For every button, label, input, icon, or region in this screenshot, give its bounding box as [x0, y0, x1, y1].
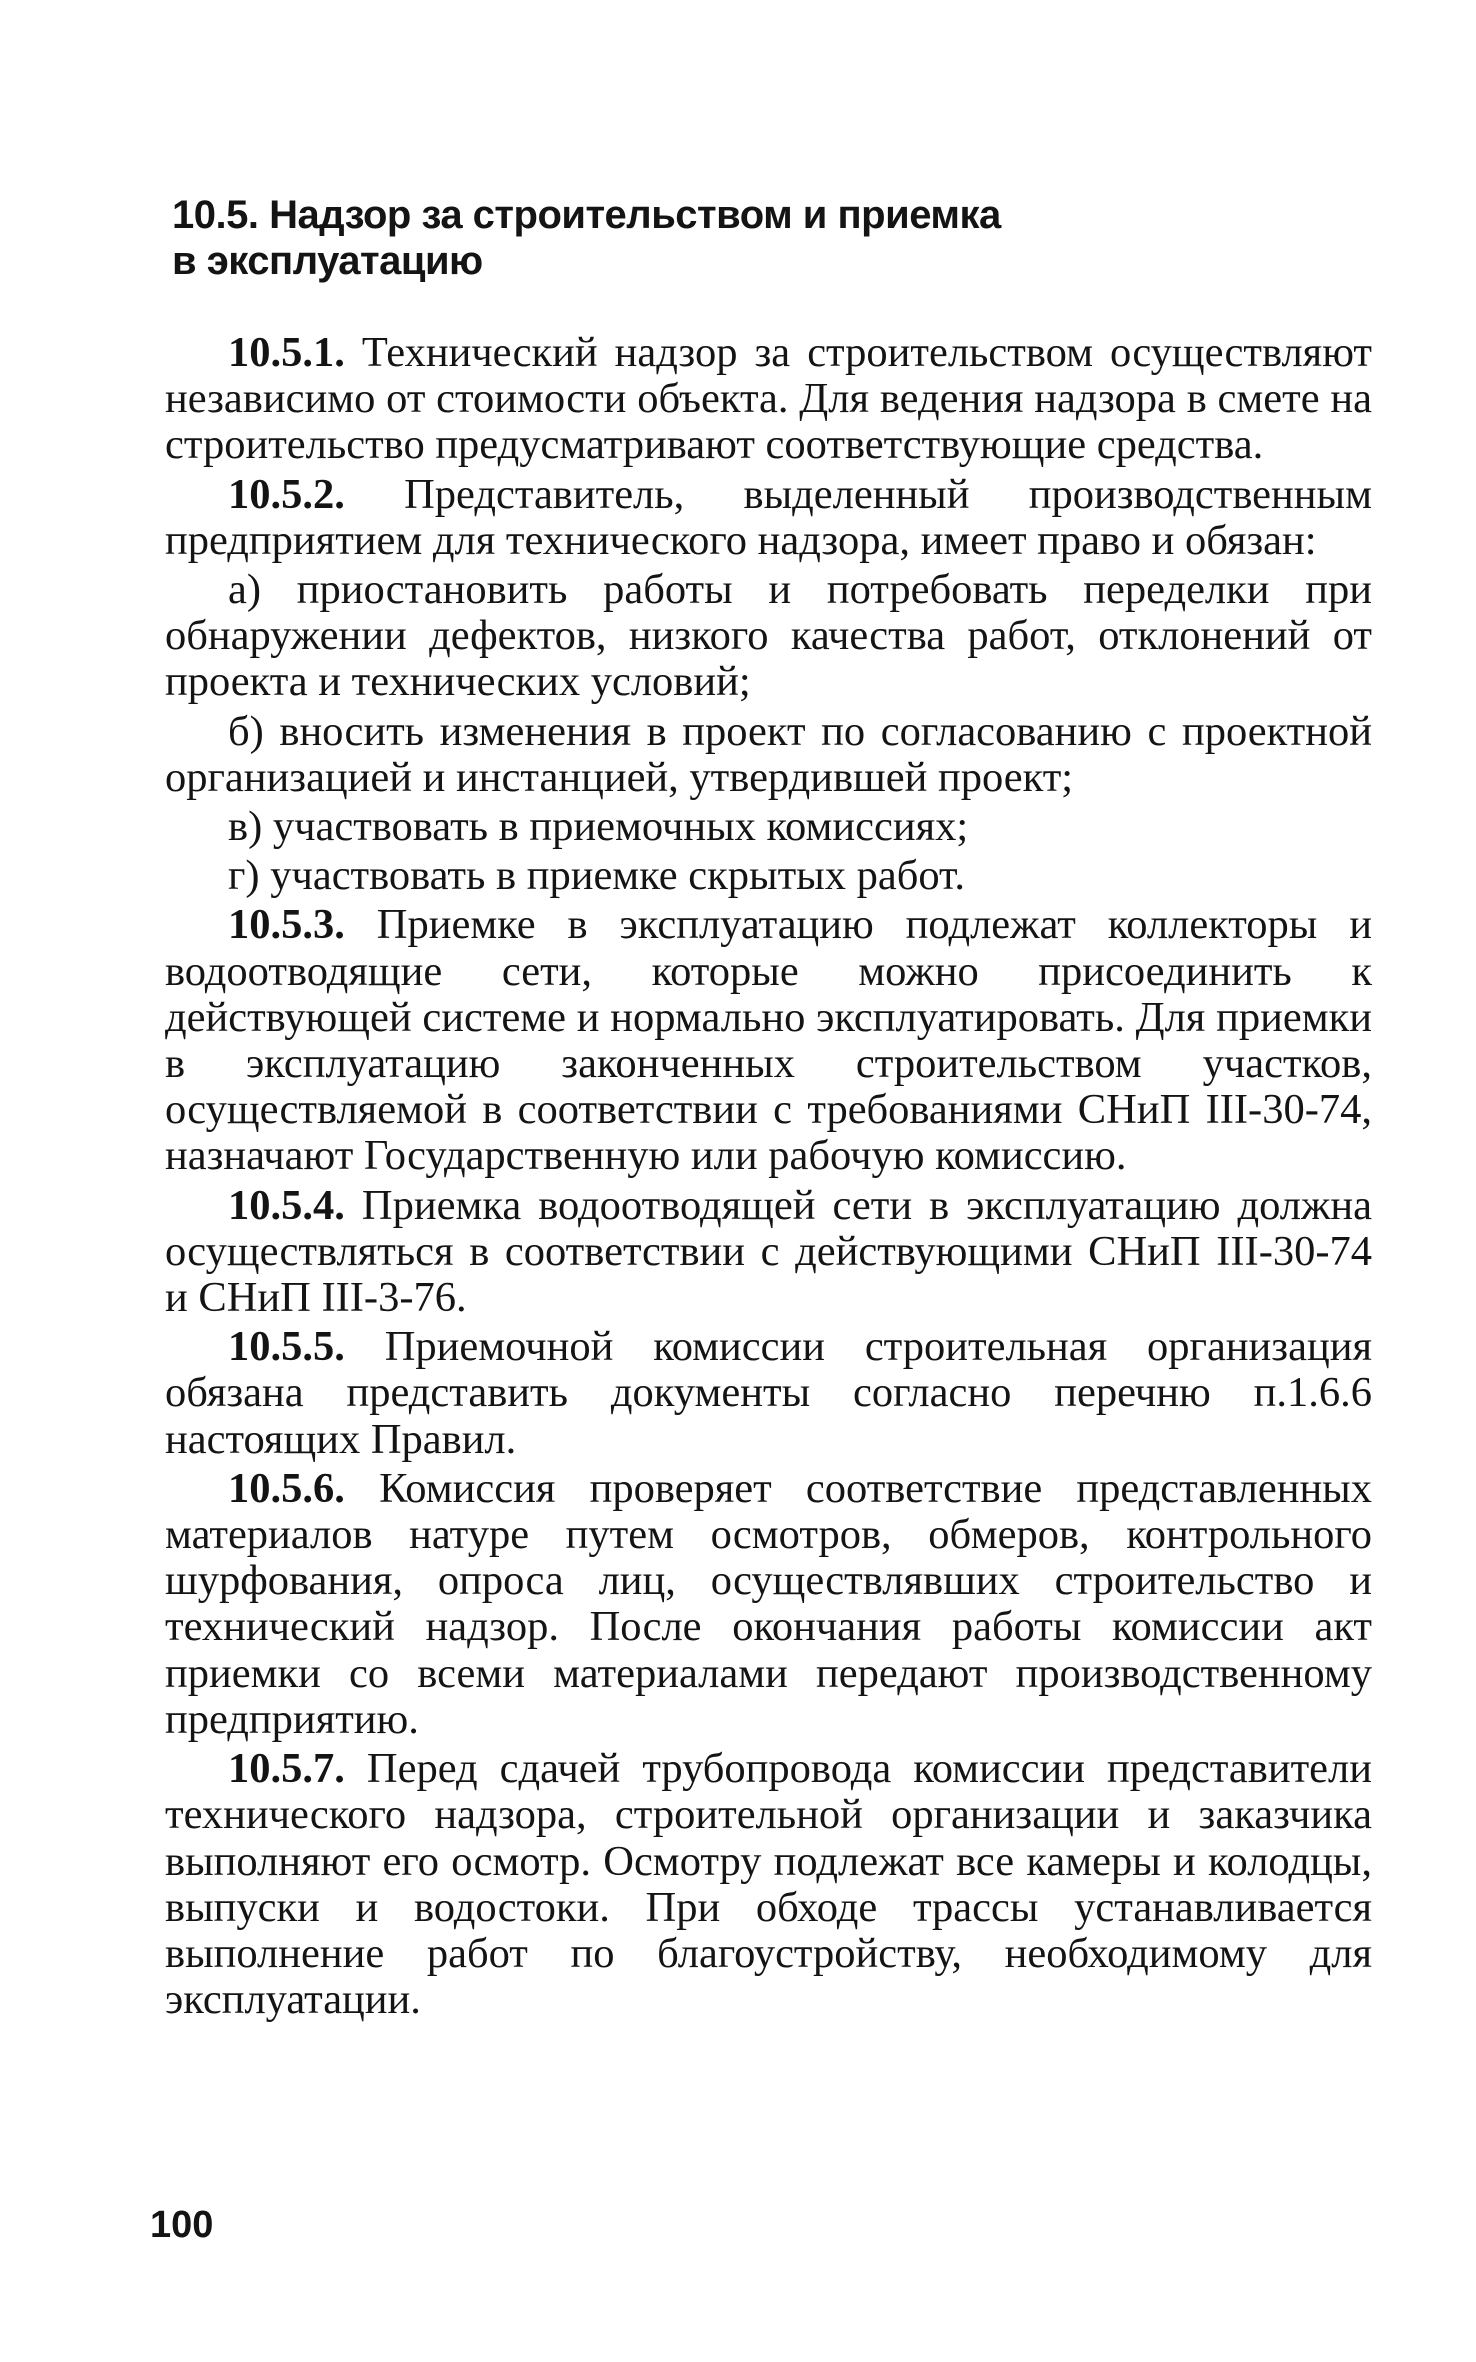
paragraph-10-5-3: [165, 902, 1372, 1179]
clause-number: 10.5.4.: [228, 1181, 345, 1229]
list-item-b: [165, 709, 1372, 801]
list-item-text: а) приостановить работы и потребовать переделки при обнаружении дефектов, низкого качества работ, отклонений от проекта и технических условий;: [165, 566, 1372, 706]
clause-text: Приемке в эксплуатацию подлежат коллекторы и водоотводящие сети, которые можно присоединить к действующей системе и нормально эксплуатировать. Для приемки в эксплуатацию законченных строительством участков, осуществляемой в соответствии с требованиями СНиП III-30-74, назначают Государственную или рабочую комиссию.: [165, 901, 1372, 1180]
list-item-text: г) участвовать в приемке скрытых работ.: [228, 852, 966, 900]
page-number: 100: [150, 2204, 214, 2246]
list-item-text: б) вносить изменения в проект по согласованию с проектной организацией и инстанцией, утвердившей проект;: [165, 707, 1372, 801]
clause-text: Представитель, выделенный производственным предприятием для технического надзора, имеет право и обязан:: [165, 470, 1372, 564]
section-heading: [172, 192, 1172, 284]
list-item-v: [165, 804, 1372, 850]
clause-text: Комиссия проверяет соответствие представленных материалов натуре путем осмотров, обмеров, контрольного шурфования, опроса лиц, осуществлявших строительство и технический надзор. После окончания работы комиссии акт приемки со всеми материалами передают производственному предприятию.: [165, 1464, 1372, 1743]
clause-text: Технический надзор за строительством осуществляют независимо от стоимости объекта. Для ведения надзора в смете на строительство предусматривают соответствующие средства.: [165, 329, 1372, 469]
clause-number: 10.5.7.: [228, 1745, 345, 1793]
clause-text: Перед сдачей трубопровода комиссии представители технического надзора, строительной организации и заказчика выполняют его осмотр. Осмотру подлежат все камеры и колодцы, выпуски и водостоки. При обходе трассы устанавливается выполнение работ по благоустройству, необходимому для эксплуатации.: [165, 1745, 1372, 2024]
list-item-text: в) участвовать в приемочных комиссиях;: [228, 803, 969, 851]
paragraph-10-5-7: [165, 1746, 1372, 2023]
clause-text: Приемка водоотводящей сети в эксплуатацию должна осуществляться в соответствии с действующими СНиП III-30-74 и СНиП III-3-76.: [165, 1181, 1372, 1322]
paragraph-10-5-5: [165, 1324, 1372, 1463]
clause-text: Приемочной комиссии строительная организация обязана представить документы согласно перечню п.1.6.6 настоящих Правил.: [165, 1323, 1372, 1463]
paragraph-10-5-4: [165, 1183, 1372, 1322]
clause-number: 10.5.1.: [228, 329, 345, 376]
clause-number: 10.5.6.: [228, 1464, 345, 1512]
clause-number: 10.5.2.: [228, 470, 345, 518]
section-body: [165, 330, 1372, 2026]
paragraph-10-5-6: [165, 1466, 1372, 1743]
list-item-a: [165, 567, 1372, 706]
list-item-g: [165, 853, 1372, 899]
paragraph-10-5-1: [165, 330, 1372, 469]
section-heading-line-1: 10.5. Надзор за строительством и приемка: [172, 193, 1001, 237]
paragraph-10-5-2: [165, 472, 1372, 564]
clause-number: 10.5.5.: [228, 1323, 345, 1371]
clause-number: 10.5.3.: [228, 901, 345, 949]
section-heading-line-2: в эксплуатацию: [172, 239, 483, 283]
